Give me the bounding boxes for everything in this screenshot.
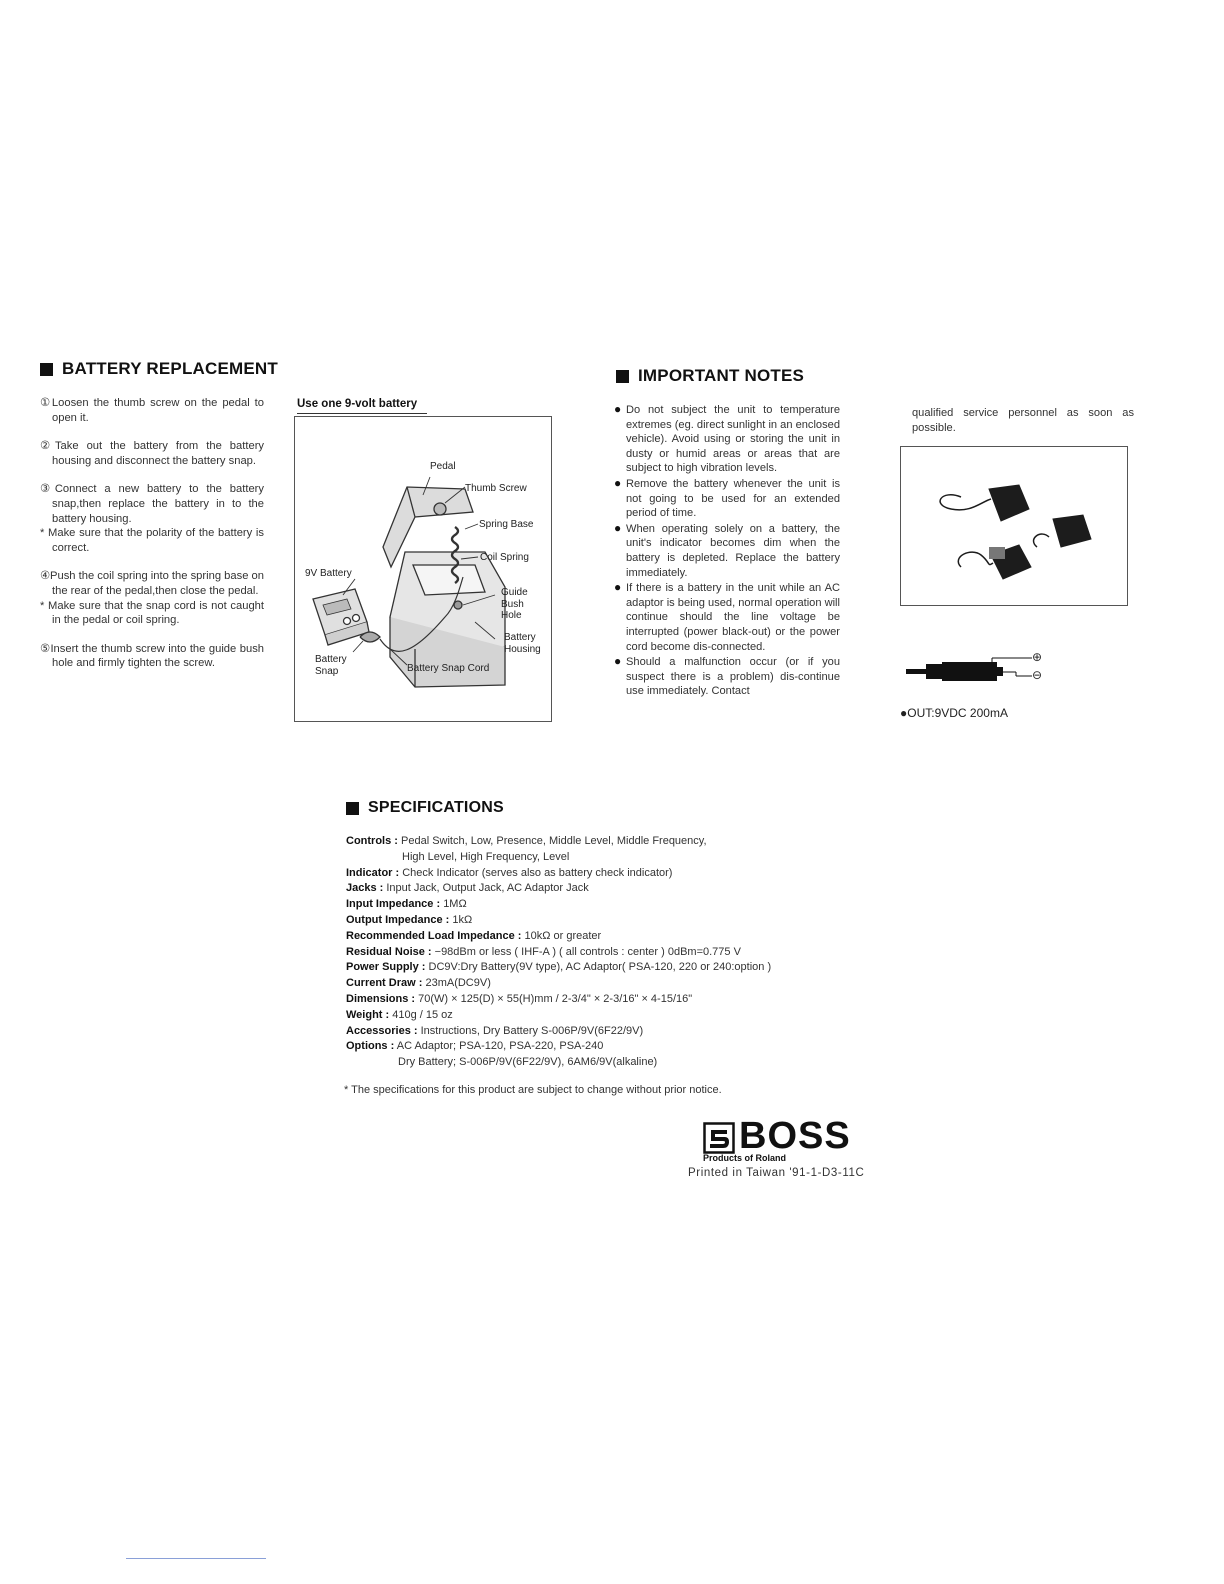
adaptor-output: ●OUT:9VDC 200mA <box>900 706 1008 720</box>
important-notes-heading: IMPORTANT NOTES <box>616 366 804 386</box>
spec-row-continuation: Dry Battery; S-006P/9V(6F22/9V), 6AM6/9V(alkaline) <box>398 1056 658 1069</box>
spec-row: Recommended Load Impedance : 10kΩ or greater <box>346 929 602 942</box>
ac-adaptor-icon <box>901 447 1127 605</box>
spec-row: Indicator : Check Indicator (serves also as battery check indicator) <box>346 866 673 879</box>
spec-row-continuation: High Level, High Frequency, Level <box>402 850 570 863</box>
note-item: ● Do not subject the unit to temperature extremes (eg. direct sunlight in an enclosed vehicle). Avoid using or storing the unit in dusty or humid areas or areas that are subject to high vibration levels. <box>614 402 840 475</box>
label-battery-snap: Battery Snap <box>315 654 347 677</box>
spec-row: Residual Noise : −98dBm or less ( IHF-A ) ( all controls : center ) 0dBm=0.775 V <box>346 945 741 958</box>
notes-continuation: qualified service personnel as soon as possible. <box>912 407 1134 434</box>
printed-in: Printed in Taiwan '91-1-D3-11C <box>688 1167 865 1179</box>
spec-row: Options : AC Adaptor; PSA-120, PSA-220, PSA-240 <box>346 1040 604 1053</box>
specifications-list <box>346 834 826 1071</box>
note-item: ● When operating solely on a battery, the unit's indicator becomes dim when the battery is depleted. Replace the battery immediately. <box>614 520 840 579</box>
boss-emblem-icon <box>703 1122 735 1154</box>
spec-row: Dimensions : 70(W) × 125(D) × 55(H)mm / 2-3/4" × 2-3/16" × 4-15/16" <box>346 992 693 1005</box>
minus-icon: ⊖ <box>1032 668 1043 682</box>
spec-row: Output Impedance : 1kΩ <box>346 913 473 926</box>
spec-row: Weight : 410g / 15 oz <box>346 1008 453 1021</box>
brand-wordmark: BOSS <box>739 1115 851 1157</box>
battery-steps <box>40 396 264 685</box>
step-4-note: * Make sure that the snap cord is not caught in the pedal or coil spring. <box>40 599 264 627</box>
plus-icon: ⊕ <box>1032 650 1043 664</box>
step-1: ①Loosen the thumb screw on the pedal to open it. <box>40 397 264 424</box>
square-bullet-icon <box>346 802 359 815</box>
note-item: ● Remove the battery whenever the unit is not going to be used for an extended period of time. <box>614 475 840 520</box>
label-battery-housing: Battery Housing <box>504 632 541 655</box>
caption-underline <box>297 413 427 414</box>
dc-plug-icon <box>904 650 1044 686</box>
brand-subtitle: Products of Roland <box>703 1153 786 1163</box>
square-bullet-icon <box>40 363 53 376</box>
step-3-note: * Make sure that the polarity of the battery is correct. <box>40 527 264 554</box>
label-9v-battery: 9V Battery <box>305 568 352 579</box>
label-battery-snap-cord: Battery Snap Cord <box>407 663 490 674</box>
ac-adaptor-photo <box>900 446 1128 606</box>
step-5: ⑤Insert the thumb screw into the guide bush hole and firmly tighten the screw. <box>40 642 265 670</box>
dc-plug-diagram <box>904 650 1044 686</box>
spec-row: Controls : Pedal Switch, Low, Presence, Middle Level, Middle Frequency, <box>346 835 707 847</box>
step-3: ③Connect a new battery to the battery snap,then replace the battery in to the battery housing. * Make sure that the polarity of the battery is correct. <box>40 483 265 554</box>
important-notes-list <box>614 402 840 699</box>
label-coil-spring: Coil Spring <box>480 552 529 563</box>
specifications-heading: SPECIFICATIONS <box>346 799 504 817</box>
spec-row: Current Draw : 23mA(DC9V) <box>346 977 491 990</box>
note-item: ● Should a malfunction occur (or if you suspect there is a problem) dis-continue use immediately. Contact <box>614 654 840 698</box>
spec-disclaimer: * The specifications for this product are subject to change without prior notice. <box>344 1084 722 1096</box>
label-guide-bush-hole: Guide Bush Hole <box>501 587 528 621</box>
square-bullet-icon <box>616 370 629 383</box>
label-thumb-screw: Thumb Screw <box>465 483 527 494</box>
spec-row: Input Impedance : 1MΩ <box>346 898 467 911</box>
spec-row: Accessories : Instructions, Dry Battery S-006P/9V(6F22/9V) <box>346 1024 644 1037</box>
step-4: ④Push the coil spring into the spring base on the rear of the pedal,then close the pedal. * Make sure that the snap cord is not caught in the pedal or coil spring. <box>40 570 264 627</box>
battery-replacement-heading: BATTERY REPLACEMENT <box>40 359 278 379</box>
step-2: ②Take out the battery from the battery housing and disconnect the battery snap. <box>40 440 265 467</box>
spec-row: Jacks : Input Jack, Output Jack, AC Adaptor Jack <box>346 882 589 895</box>
label-spring-base: Spring Base <box>479 519 534 530</box>
figure-caption: Use one 9-volt battery <box>297 398 418 410</box>
bottom-rule <box>126 1558 266 1559</box>
spec-row: Power Supply : DC9V:Dry Battery(9V type), AC Adaptor( PSA-120, 220 or 240:option ) <box>346 961 772 974</box>
battery-figure <box>294 416 552 722</box>
note-item: ● If there is a battery in the unit while an AC adaptor is being used, normal operation will continue should the line voltage be interrupted (power black-out) or the power cord become dis-connected. <box>614 580 840 653</box>
label-pedal: Pedal <box>430 461 456 472</box>
